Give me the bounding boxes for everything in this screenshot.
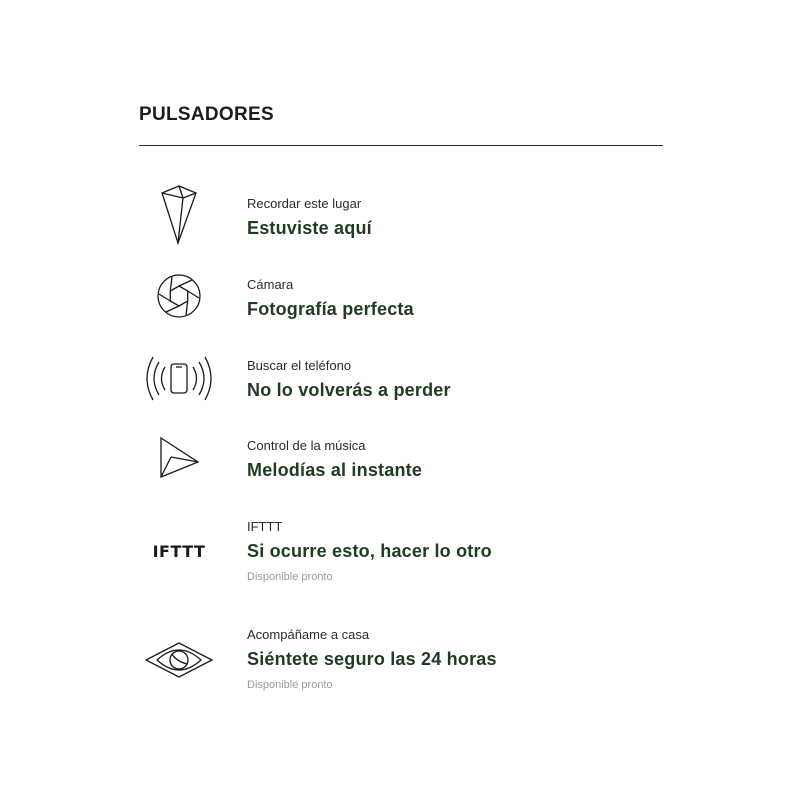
availability-note: Disponible pronto xyxy=(247,571,333,583)
play-icon xyxy=(139,434,219,482)
ifttt-logo-icon: IFTTT xyxy=(152,541,206,561)
feature-label: Recordar este lugar xyxy=(247,196,362,211)
feature-headline: Estuviste aquí xyxy=(247,218,372,238)
feature-headline: Fotografía perfecta xyxy=(247,299,414,319)
feature-headline: Siéntete seguro las 24 horas xyxy=(247,649,497,669)
feature-label: Buscar el teléfono xyxy=(247,358,352,373)
diamond-pin-icon xyxy=(139,184,219,246)
feature-label: Acompáñame a casa xyxy=(247,627,370,642)
feature-label: IFTTT xyxy=(247,519,283,534)
section-title: PULSADORES xyxy=(139,104,274,125)
feature-headline: No lo volverás a perder xyxy=(247,380,451,400)
eye-road-icon xyxy=(139,639,219,681)
section-divider xyxy=(139,145,663,146)
feature-label: Control de la música xyxy=(247,438,366,453)
feature-headline: Si ocurre esto, hacer lo otro xyxy=(247,541,492,561)
phone-ring-icon xyxy=(139,354,219,404)
availability-note: Disponible pronto xyxy=(247,679,333,691)
camera-shutter-icon xyxy=(139,273,219,319)
feature-label: Cámara xyxy=(247,277,294,292)
feature-headline: Melodías al instante xyxy=(247,460,423,480)
